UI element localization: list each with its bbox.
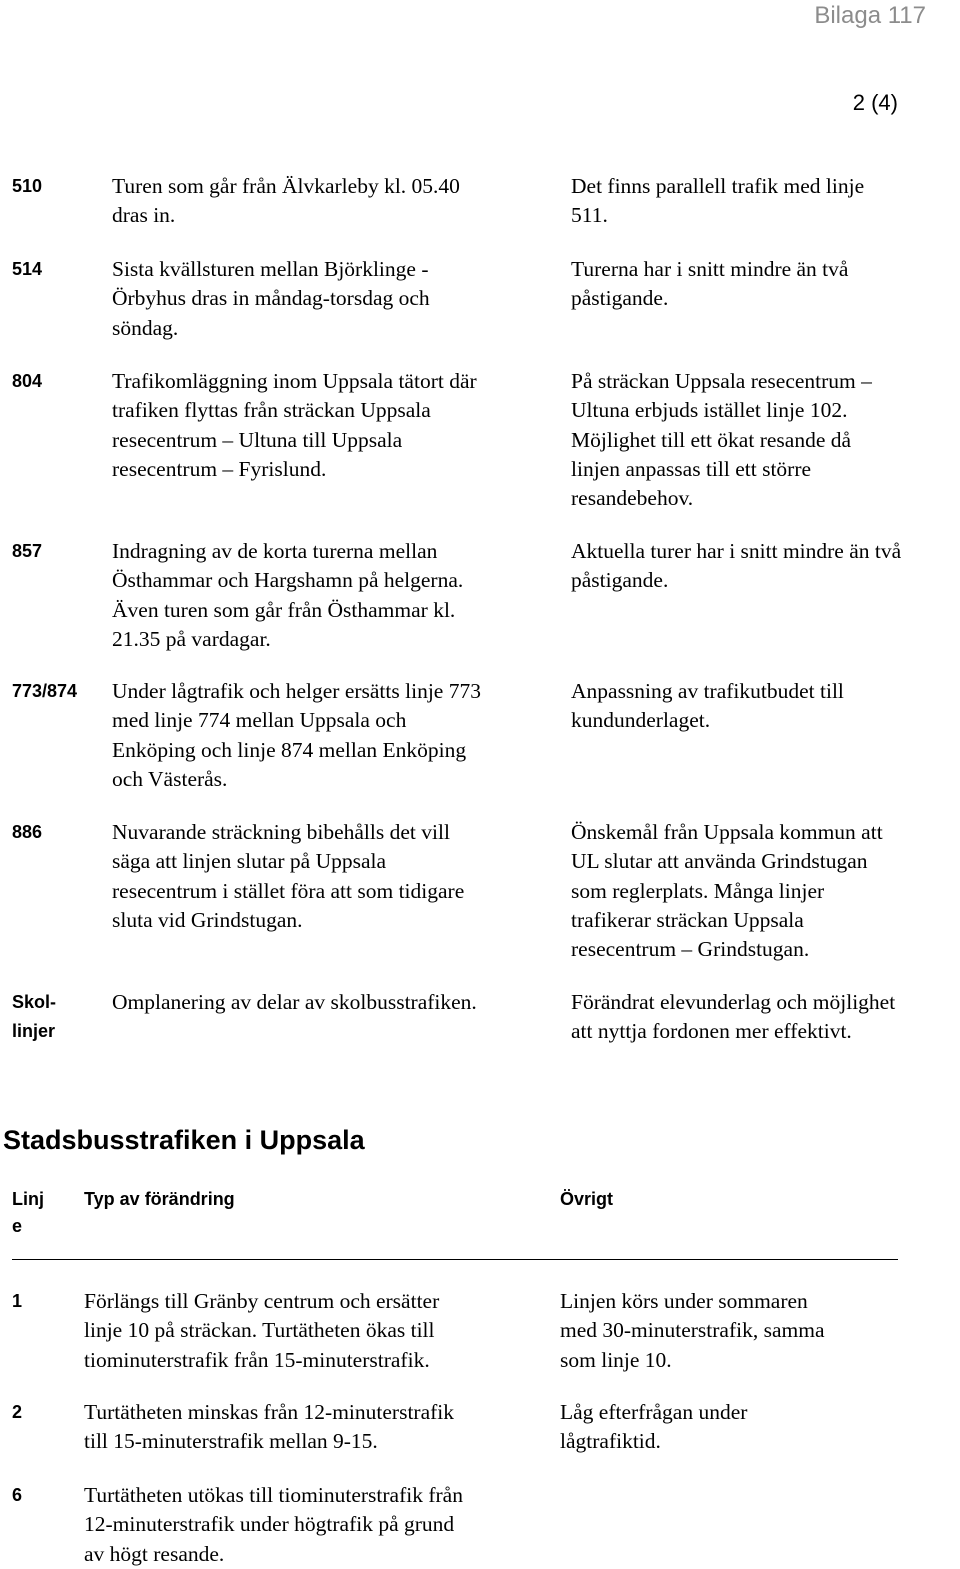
change-description: Turen som går från Älvkarleby kl. 05.40 dras in. bbox=[112, 174, 460, 228]
change-description: Förlängs till Gränby centrum och ersätter linje 10 på sträckan. Turtätheten ökas till tiominuterstrafik från 15-minuterstrafik. bbox=[84, 1289, 440, 1372]
line-code: 886 bbox=[12, 822, 43, 842]
line-code: 773/874 bbox=[12, 681, 78, 701]
section-title: Stadsbusstrafiken i Uppsala bbox=[3, 1125, 365, 1155]
column-header-line: Linj e bbox=[12, 1189, 44, 1236]
appendix-label: Bilaga 117 bbox=[814, 2, 926, 29]
line-code: 1 bbox=[12, 1291, 23, 1311]
change-note: Anpassning av trafikutbudet till kundunderlaget. bbox=[571, 679, 844, 733]
change-note: På sträckan Uppsala resecentrum – Ultuna erbjuds istället linje 102. Möjlighet till ett ökat resande då linjen anpassas till ett större resandebehov. bbox=[571, 369, 872, 511]
line-code: 514 bbox=[12, 259, 43, 279]
line-code: Skol- linjer bbox=[12, 992, 57, 1041]
change-note: Önskemål från Uppsala kommun att UL slutar att använda Grindstugan som reglerplats. Många linjer trafikerar sträckan Uppsala resecentrum – Grindstugan. bbox=[571, 820, 883, 962]
change-description: Trafikomläggning inom Uppsala tätort där trafiken flyttas från sträckan Uppsala resecentrum – Ultuna till Uppsala resecentrum – Fyrislund. bbox=[112, 369, 477, 481]
change-description: Under lågtrafik och helger ersätts linje 773 med linje 774 mellan Uppsala och Enköping och linje 874 mellan Enköping och Västerås. bbox=[112, 679, 481, 791]
line-code: 857 bbox=[12, 541, 43, 561]
change-description: Indragning av de korta turerna mellan Östhammar och Hargshamn på helgerna. Även turen som går från Östhammar kl. 21.35 på vardagar. bbox=[112, 539, 464, 651]
change-description: Turtätheten utökas till tiominuterstrafik från 12-minuterstrafik under högtrafik på grund av högt resande. bbox=[84, 1483, 463, 1566]
column-header-other: Övrigt bbox=[560, 1189, 614, 1209]
change-description: Turtätheten minskas från 12-minuterstrafik till 15-minuterstrafik mellan 9-15. bbox=[84, 1400, 455, 1454]
change-note: Förändrat elevunderlag och möjlighet att nyttja fordonen mer effektivt. bbox=[571, 990, 896, 1044]
change-note: Turerna har i snitt mindre än två påstigande. bbox=[571, 257, 849, 311]
change-note: Linjen körs under sommaren med 30-minuterstrafik, samma som linje 10. bbox=[560, 1289, 825, 1372]
header-divider bbox=[12, 1259, 898, 1260]
change-description: Nuvarande sträckning bibehålls det vill säga att linjen slutar på Uppsala resecentrum i stället föra att som tidigare sluta vid Grindstugan. bbox=[112, 820, 465, 932]
change-note: Det finns parallell trafik med linje 511. bbox=[571, 174, 865, 228]
change-description: Omplanering av delar av skolbusstrafiken. bbox=[112, 990, 477, 1014]
column-header-type: Typ av förändring bbox=[84, 1189, 235, 1209]
line-code: 804 bbox=[12, 371, 43, 391]
change-description: Sista kvällsturen mellan Björklinge - Örbyhus dras in måndag-torsdag och söndag. bbox=[112, 257, 430, 340]
line-code: 2 bbox=[12, 1402, 23, 1422]
line-code: 6 bbox=[12, 1485, 23, 1505]
page-number: 2 (4) bbox=[852, 90, 898, 115]
change-note: Låg efterfrågan under lågtrafiktid. bbox=[560, 1400, 748, 1454]
change-note: Aktuella turer har i snitt mindre än två påstigande. bbox=[571, 539, 902, 593]
line-code: 510 bbox=[12, 176, 43, 196]
